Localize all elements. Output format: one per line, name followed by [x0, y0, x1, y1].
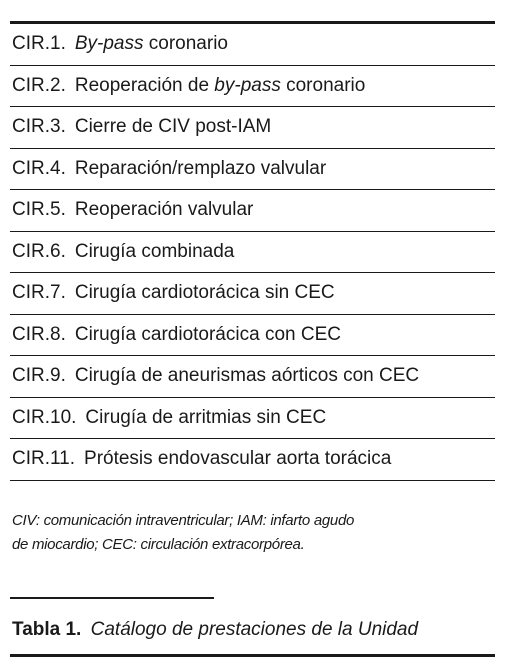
table-row: [10, 190, 495, 232]
row-text: Cirugía de arritmias sin CEC: [85, 406, 327, 428]
row-text: Prótesis endovascular aorta torácica: [84, 448, 392, 470]
row-text: Cierre de CIV post-IAM: [74, 116, 272, 138]
services-table: [10, 21, 495, 481]
caption-label: Tabla 1.: [12, 619, 82, 640]
row-text-italic: By-pass: [74, 33, 144, 55]
row-code: CIR.3.: [12, 116, 66, 138]
table-row: [10, 356, 495, 398]
row-code: CIR.11.: [12, 448, 76, 470]
table-row: [10, 232, 495, 274]
row-code: CIR.5.: [12, 199, 66, 221]
footnote-line-1: CIV: comunicación intraventricular; IAM: infarto agudo: [12, 512, 355, 529]
table-footnote: [12, 509, 482, 557]
table-row: [10, 398, 495, 440]
row-code: CIR.9.: [12, 365, 66, 387]
table-row: [10, 439, 495, 481]
row-code: CIR.2.: [12, 74, 66, 96]
row-code: CIR.4.: [12, 157, 66, 179]
row-text: Reparación/remplazo valvular: [74, 157, 327, 179]
table-row: [10, 149, 495, 191]
caption-text: Catálogo de prestaciones de la Unidad: [90, 619, 419, 640]
table-caption: [12, 619, 418, 641]
table-row: [10, 24, 495, 66]
row-code: CIR.10.: [12, 406, 77, 428]
row-text-italic: by-pass: [214, 74, 281, 96]
bottom-rule: [10, 654, 495, 657]
row-code: CIR.6.: [12, 240, 66, 262]
row-text-post: coronario: [143, 33, 228, 55]
row-text: Cirugía de aneurismas aórticos con CEC: [74, 365, 420, 387]
row-text: Cirugía combinada: [74, 240, 235, 262]
row-text-pre: Reoperación de: [74, 74, 215, 96]
table-row: [10, 273, 495, 315]
table-row: [10, 107, 495, 149]
table-row: [10, 66, 495, 108]
footnote-line-2: de miocardio; CEC: circulación extracorpórea.: [12, 536, 305, 553]
table-row: [10, 315, 495, 357]
row-text: Cirugía cardiotorácica con CEC: [74, 323, 341, 345]
row-text-post: coronario: [280, 74, 366, 96]
row-code: CIR.1.: [12, 33, 66, 55]
row-text: Reoperación valvular: [74, 199, 254, 221]
row-code: CIR.8.: [12, 323, 66, 345]
caption-separator: [10, 597, 214, 599]
row-code: CIR.7.: [12, 282, 66, 304]
row-text: Cirugía cardiotorácica sin CEC: [74, 282, 335, 304]
